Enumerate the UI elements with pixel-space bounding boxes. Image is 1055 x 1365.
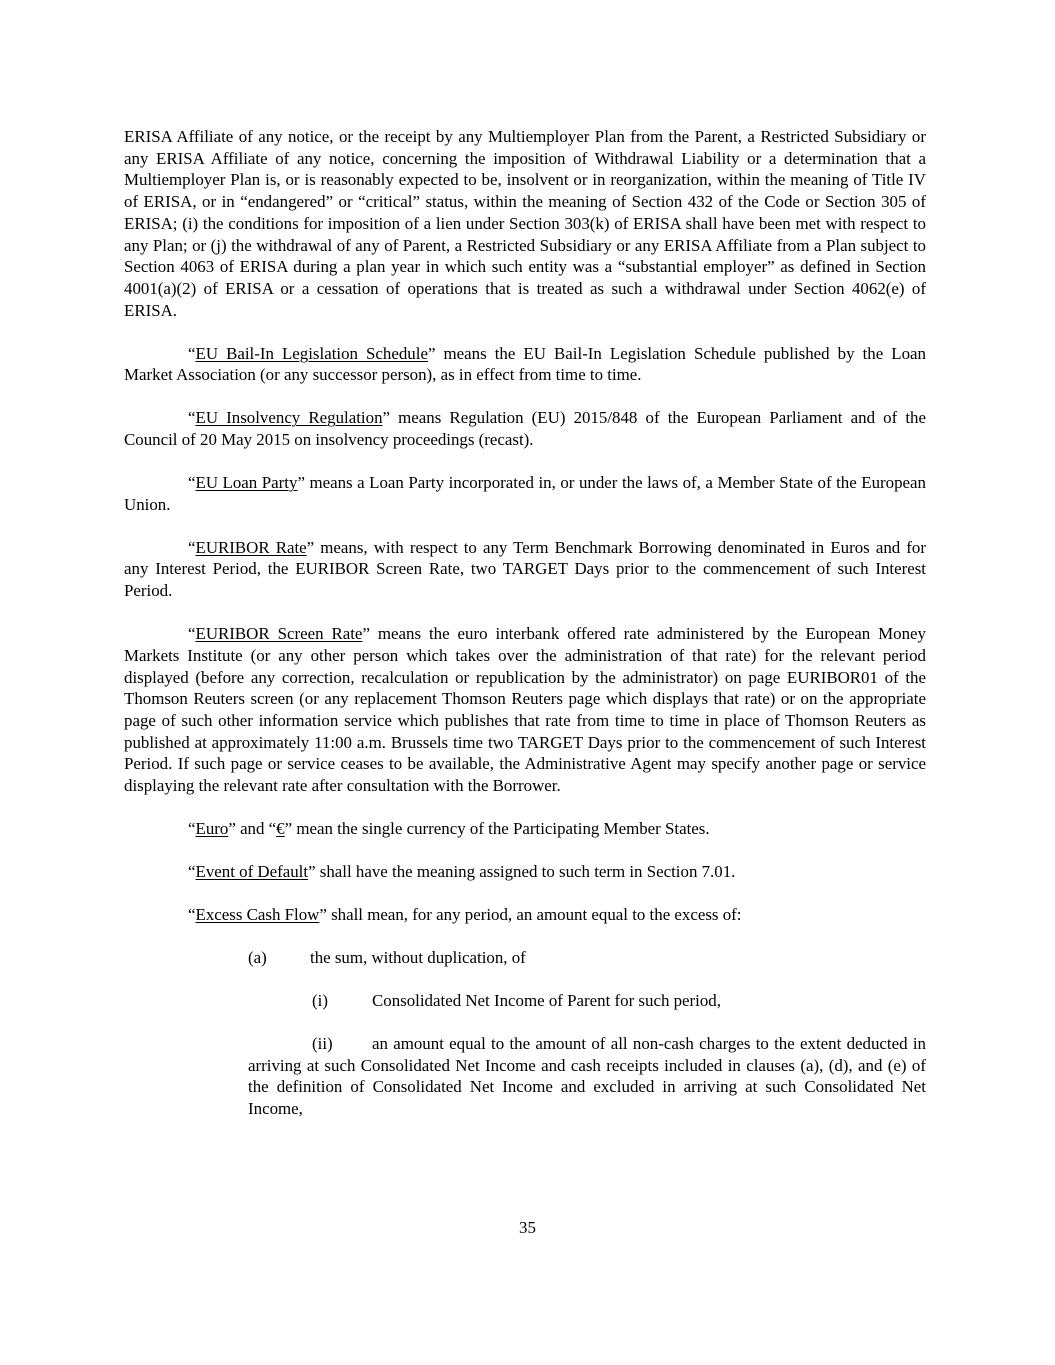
open-quote: “ [188,537,196,557]
document-page [124,126,926,1141]
clause-a [124,947,926,969]
definition-eu-loan-party [124,472,926,515]
clause-label: (a) [248,948,267,968]
open-quote: “ [188,862,196,882]
definition-text: ” means, with respect to any Term Benchmark Borrowing denominated in Euros and for any Interest Period, the EURIBOR Screen Rate, two TARGET Days prior to the commencement of such Interest Period. [124,537,926,601]
definition-eu-insolvency-regulation [124,407,926,450]
definition-euribor-rate [124,537,926,602]
definition-euro [124,818,926,840]
definition-text: ” mean the single currency of the Participating Member States. [284,819,710,839]
definition-euribor-screen-rate [124,623,926,797]
open-quote: “ [188,905,196,925]
clause-text: an amount equal to the amount of all non-cash charges to the extent deducted in arriving at such Consolidated Net Income and cash receipts included in clauses (a), (d), and (e) of the definition of Consolidated Net Income and excluded in arriving at such Consolidated Net Income, [248,1034,926,1119]
definition-text: ” means the euro interbank offered rate administered by the European Money Markets Institute (or any other person which takes over the administration of that rate) for the relevant period displayed (before any correction, recalculation or republication by the administrator) on page EURIBOR01 of the Thomson Reuters screen (or any replacement Thomson Reuters page which displays that rate) or on the appropriate page of such other information service which publishes that rate from time to time in place of Thomson Reuters as published at approximately 11:00 a.m. Brussels time two TARGET Days prior to the commencement of such Interest Period. If such page or service ceases to be available, the Administrative Agent may specify another page or service displaying the relevant rate after consultation with the Borrower. [124,624,926,796]
erisa-continuation-paragraph: ERISA Affiliate of any notice, or the receipt by any Multiemployer Plan from the Parent, a Restricted Subsidiary or any ERISA Affiliate of any notice, concerning the imposition of Withdrawal Liability or a determination that a Multiemployer Plan is, or is reasonably expected to be, insolvent or in reorganization, within the meaning of Title IV of ERISA, or in “endangered” or “critical” status, within the meaning of Section 432 of the Code or Section 305 of ERISA; (i) the conditions for imposition of a lien under Section 303(k) of ERISA shall have been met with respect to any Plan; or (j) the withdrawal of any of Parent, a Restricted Subsidiary or any ERISA Affiliate from a Plan subject to Section 4063 of ERISA during a plan year in which such entity was a “substantial employer” as defined in Section 4001(a)(2) of ERISA or a cessation of operations that is treated as such a withdrawal under Section 4062(e) of ERISA. [124,127,926,320]
defined-term-euro-symbol: € [276,819,285,839]
definition-text: ” means a Loan Party incorporated in, or under the laws of, a Member State of the European Union. [124,473,926,514]
defined-term: Excess Cash Flow [195,905,320,925]
open-quote: “ [188,343,196,363]
clause-i [124,990,926,1012]
open-quote: “ [188,819,196,839]
clause-label: (ii) [312,1034,333,1054]
defined-term: EURIBOR Screen Rate [195,624,363,644]
definition-text: ” means Regulation (EU) 2015/848 of the European Parliament and of the Council of 20 May 2015 on insolvency proceedings (recast). [124,408,926,450]
definition-text: ” shall have the meaning assigned to such term in Section 7.01. [308,862,736,882]
defined-term-euro: Euro [195,819,229,839]
clause-ii [248,1033,926,1120]
definition-text: ” means the EU Bail-In Legislation Schedule published by the Loan Market Association (or any successor person), as in effect from time to time. [124,343,927,385]
definition-excess-cash-flow [124,904,926,926]
page-number: 35 [519,1218,536,1237]
definition-text: ” shall mean, for any period, an amount equal to the excess of: [319,905,742,925]
definition-eu-bail-in-legislation-schedule [124,343,926,386]
defined-term: Event of Default [195,862,309,882]
clause-text: Consolidated Net Income of Parent for such period, [372,991,721,1011]
defined-term: EURIBOR Rate [195,537,307,557]
open-quote: “ [188,408,196,428]
open-quote: “ [188,473,196,493]
defined-term: EU Insolvency Regulation [195,408,383,428]
defined-term: EU Loan Party [195,473,298,493]
open-quote: “ [188,624,196,644]
defined-term: EU Bail-In Legislation Schedule [195,343,428,363]
definition-event-of-default [124,861,926,883]
definition-joiner: ” and “ [228,819,277,839]
clause-text: the sum, without duplication, of [310,948,526,968]
clause-label: (i) [312,991,328,1011]
